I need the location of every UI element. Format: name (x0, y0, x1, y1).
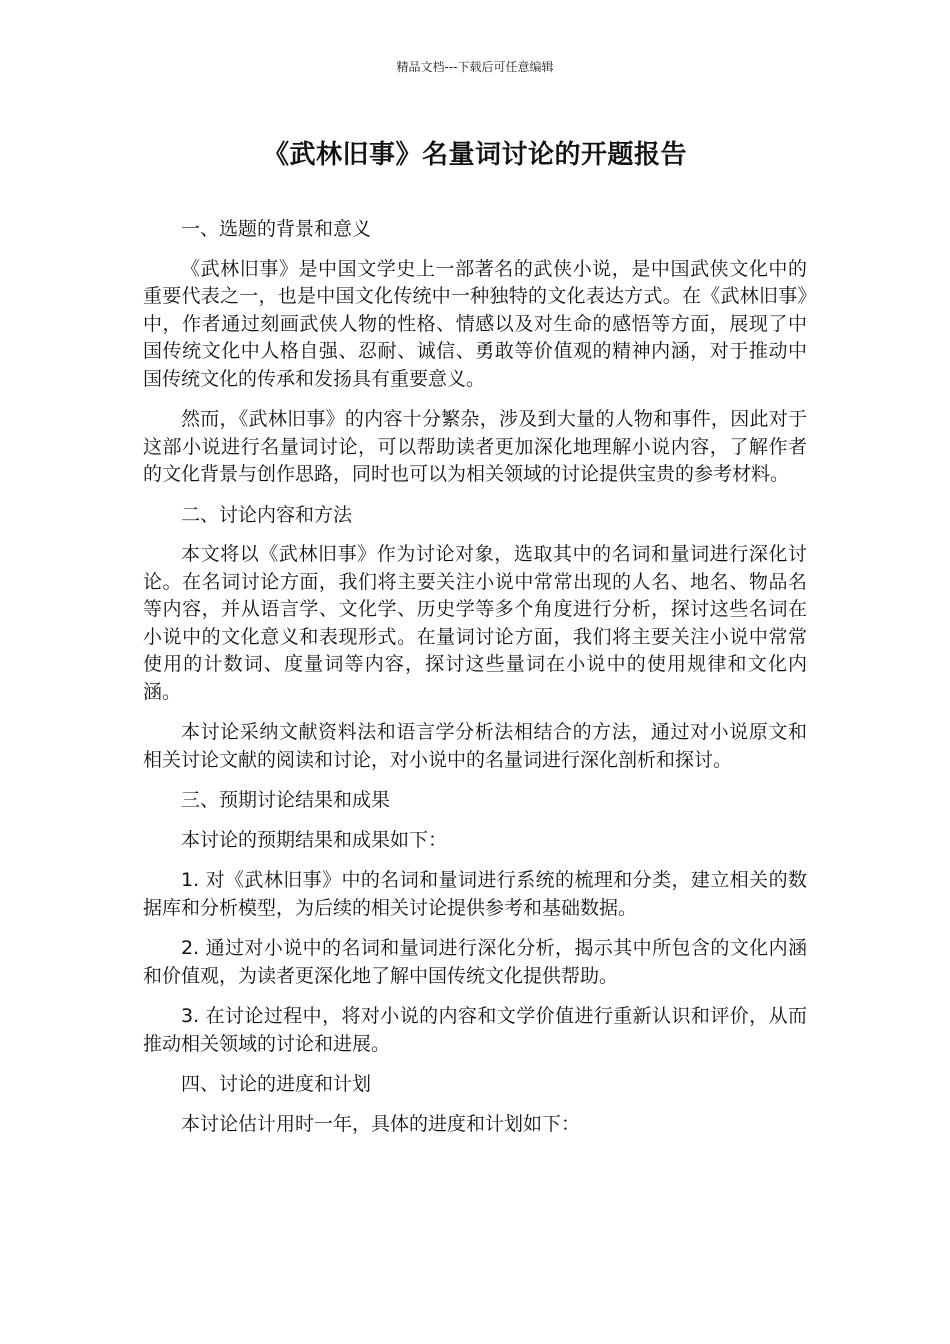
section-heading-background: 一、选题的背景和意义 (181, 218, 372, 240)
paragraph-background-2: 然而，《武林旧事》的内容十分繁杂，涉及到大量的人物和事件，因此对于这部小说进行名量词讨论，可以帮助读者更加深化地理解小说内容，了解作者的文化背景与创作思路，同时也可以为相关领域的讨论提供宝贵的参考材料。 (143, 408, 807, 485)
paragraph-content-1: 本文将以《武林旧事》作为讨论对象，选取其中的名词和量词进行深化讨论。在名词讨论方面，我们将主要关注小说中常常出现的人名、地名、物品名等内容，并从语言学、文化学、历史学等多个角度进行分析，探讨这些名词在小说中的文化意义和表现形式。在量词讨论方面，我们将主要关注小说中常常使用的计数词、度量词等内容，探讨这些量词在小说中的使用规律和文化内涵。 (143, 543, 807, 703)
paragraph-schedule-intro: 本讨论估计用时一年，具体的进度和计划如下： (181, 1112, 581, 1135)
paragraph-background-1: 《武林旧事》是中国文学史上一部著名的武侠小说，是中国武侠文化中的重要代表之一，也是中国文化传统中一种独特的文化表达方式。在《武林旧事》中，作者通过刻画武侠人物的性格、情感以及对生命的感悟等方面，展现了中国传统文化中人格自强、忍耐、诚信、勇敢等价值观的精神内涵，对于推动中国传统文化的传承和发扬具有重要意义。 (143, 257, 807, 390)
section-heading-schedule: 四、讨论的进度和计划 (181, 1073, 372, 1095)
section-heading-expected-results: 三、预期讨论结果和成果 (181, 789, 391, 811)
paragraph-method-1: 本讨论采纳文献资料法和语言学分析法相结合的方法，通过对小说原文和相关讨论文献的阅读和讨论，对小说中的名量词进行深化剖析和探讨。 (143, 721, 807, 771)
list-item-result-2: 2. 通过对小说中的名词和量词进行深化分析，揭示其中所包含的文化内涵和价值观，为读者更深化地了解中国传统文化提供帮助。 (143, 937, 807, 987)
header-note: 精品文档---下载后可任意编辑 (396, 60, 554, 74)
list-item-result-3: 3. 在讨论过程中，将对小说的内容和文学价值进行重新认识和评价，从而推动相关领域的讨论和进展。 (143, 1005, 807, 1055)
section-heading-content-method: 二、讨论内容和方法 (181, 503, 353, 526)
list-item-result-1: 1. 对《武林旧事》中的名词和量词进行系统的梳理和分类，建立相关的数据库和分析模型，为后续的相关讨论提供参考和基础数据。 (143, 869, 807, 919)
paragraph-results-intro: 本讨论的预期结果和成果如下： (181, 828, 448, 851)
page-title: 《武林旧事》名量词讨论的开题报告 (262, 140, 687, 170)
document-body (143, 216, 807, 1151)
